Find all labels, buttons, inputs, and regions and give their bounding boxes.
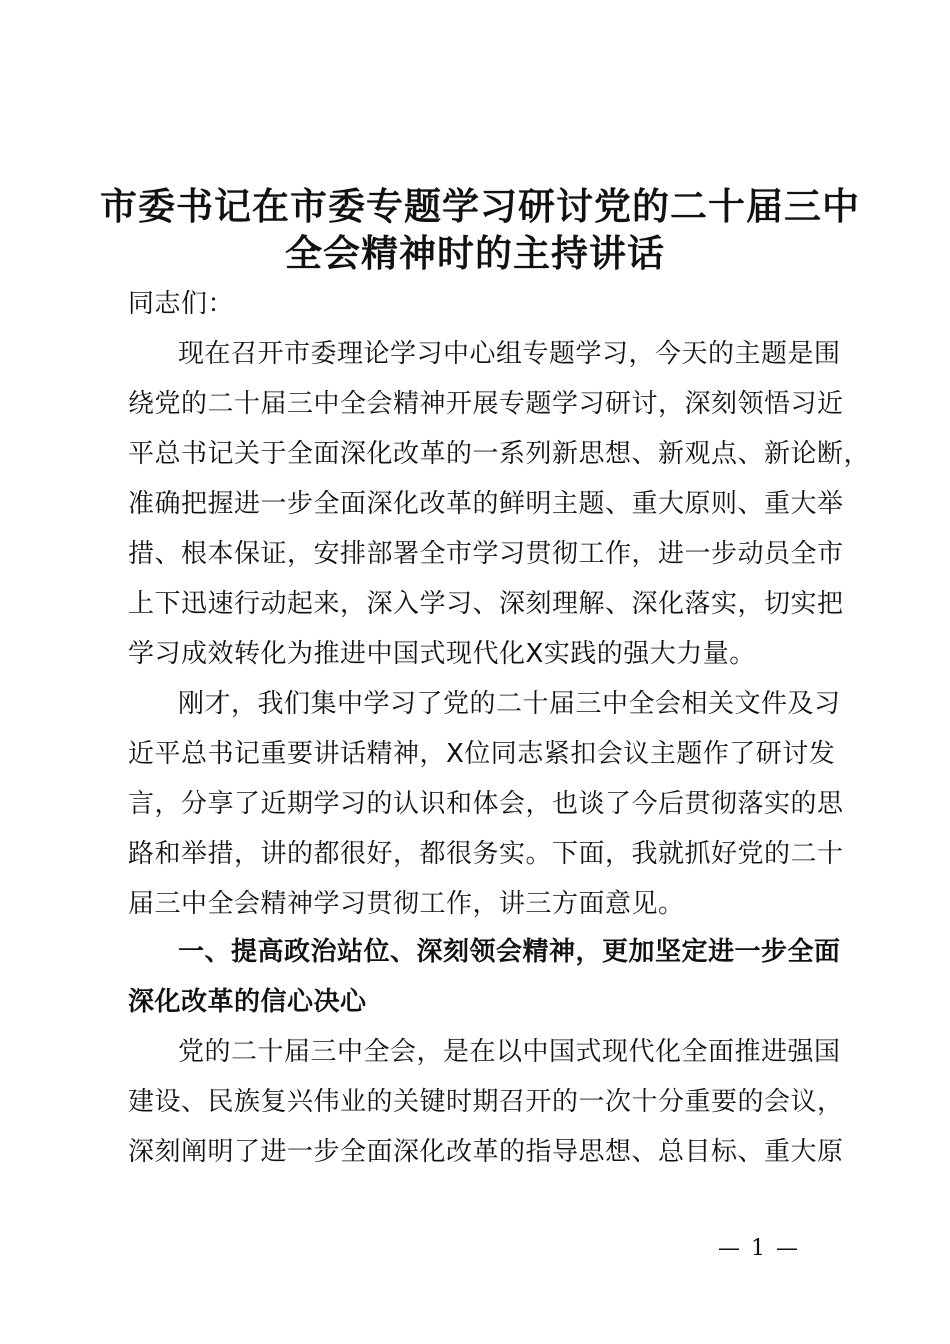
document-title-line-2: 全会精神时的主持讲话 — [285, 232, 665, 275]
paragraph-3-line: 建设、民族复兴伟业的关键时期召开的一次十分重要的会议， — [128, 1087, 844, 1117]
page-number: — 1 — — [718, 1236, 800, 1261]
paragraph-1-line: 现在召开市委理论学习中心组专题学习，今天的主题是围 — [178, 339, 841, 369]
paragraph-2-line: 近平总书记重要讲话精神，X位同志紧扣会议主题作了研讨发 — [128, 739, 836, 769]
paragraph-1-line: 准确把握进一步全面深化改革的鲜明主题、重大原则、重大举 — [128, 489, 844, 519]
greeting: 同志们： — [128, 289, 235, 319]
section-heading-line: 深化改革的信心决心 — [128, 987, 367, 1017]
document-title-line-1: 市委书记在市委专题学习研讨党的二十届三中 — [100, 185, 860, 228]
paragraph-2-line: 路和举措，讲的都很好，都很务实。下面，我就抓好党的二十 — [128, 839, 844, 869]
paragraph-1-line: 绕党的二十届三中全会精神开展专题学习研讨，深刻领悟习近 — [128, 389, 844, 419]
paragraph-1-line: 学习成效转化为推进中国式现代化X实践的强大力量。 — [128, 639, 756, 669]
paragraph-2-line: 届三中全会精神学习贯彻工作，讲三方面意见。 — [128, 889, 685, 919]
paragraph-1-line: 平总书记关于全面深化改革的一系列新思想、新观点、新论断， — [128, 439, 871, 469]
section-heading-line: 一、提高政治站位、深刻领会精神，更加坚定进一步全面 — [178, 937, 841, 967]
paragraph-2-line: 刚才，我们集中学习了党的二十届三中全会相关文件及习 — [178, 689, 841, 719]
paragraph-1-line: 措、根本保证，安排部署全市学习贯彻工作，进一步动员全市 — [128, 539, 844, 569]
paragraph-1-line: 上下迅速行动起来，深入学习、深刻理解、深化落实，切实把 — [128, 589, 844, 619]
paragraph-3-line: 党的二十届三中全会，是在以中国式现代化全面推进强国 — [178, 1037, 841, 1067]
paragraph-3-line: 深刻阐明了进一步全面深化改革的指导思想、总目标、重大原 — [128, 1137, 844, 1167]
paragraph-2-line: 言，分享了近期学习的认识和体会，也谈了今后贯彻落实的思 — [128, 789, 844, 819]
